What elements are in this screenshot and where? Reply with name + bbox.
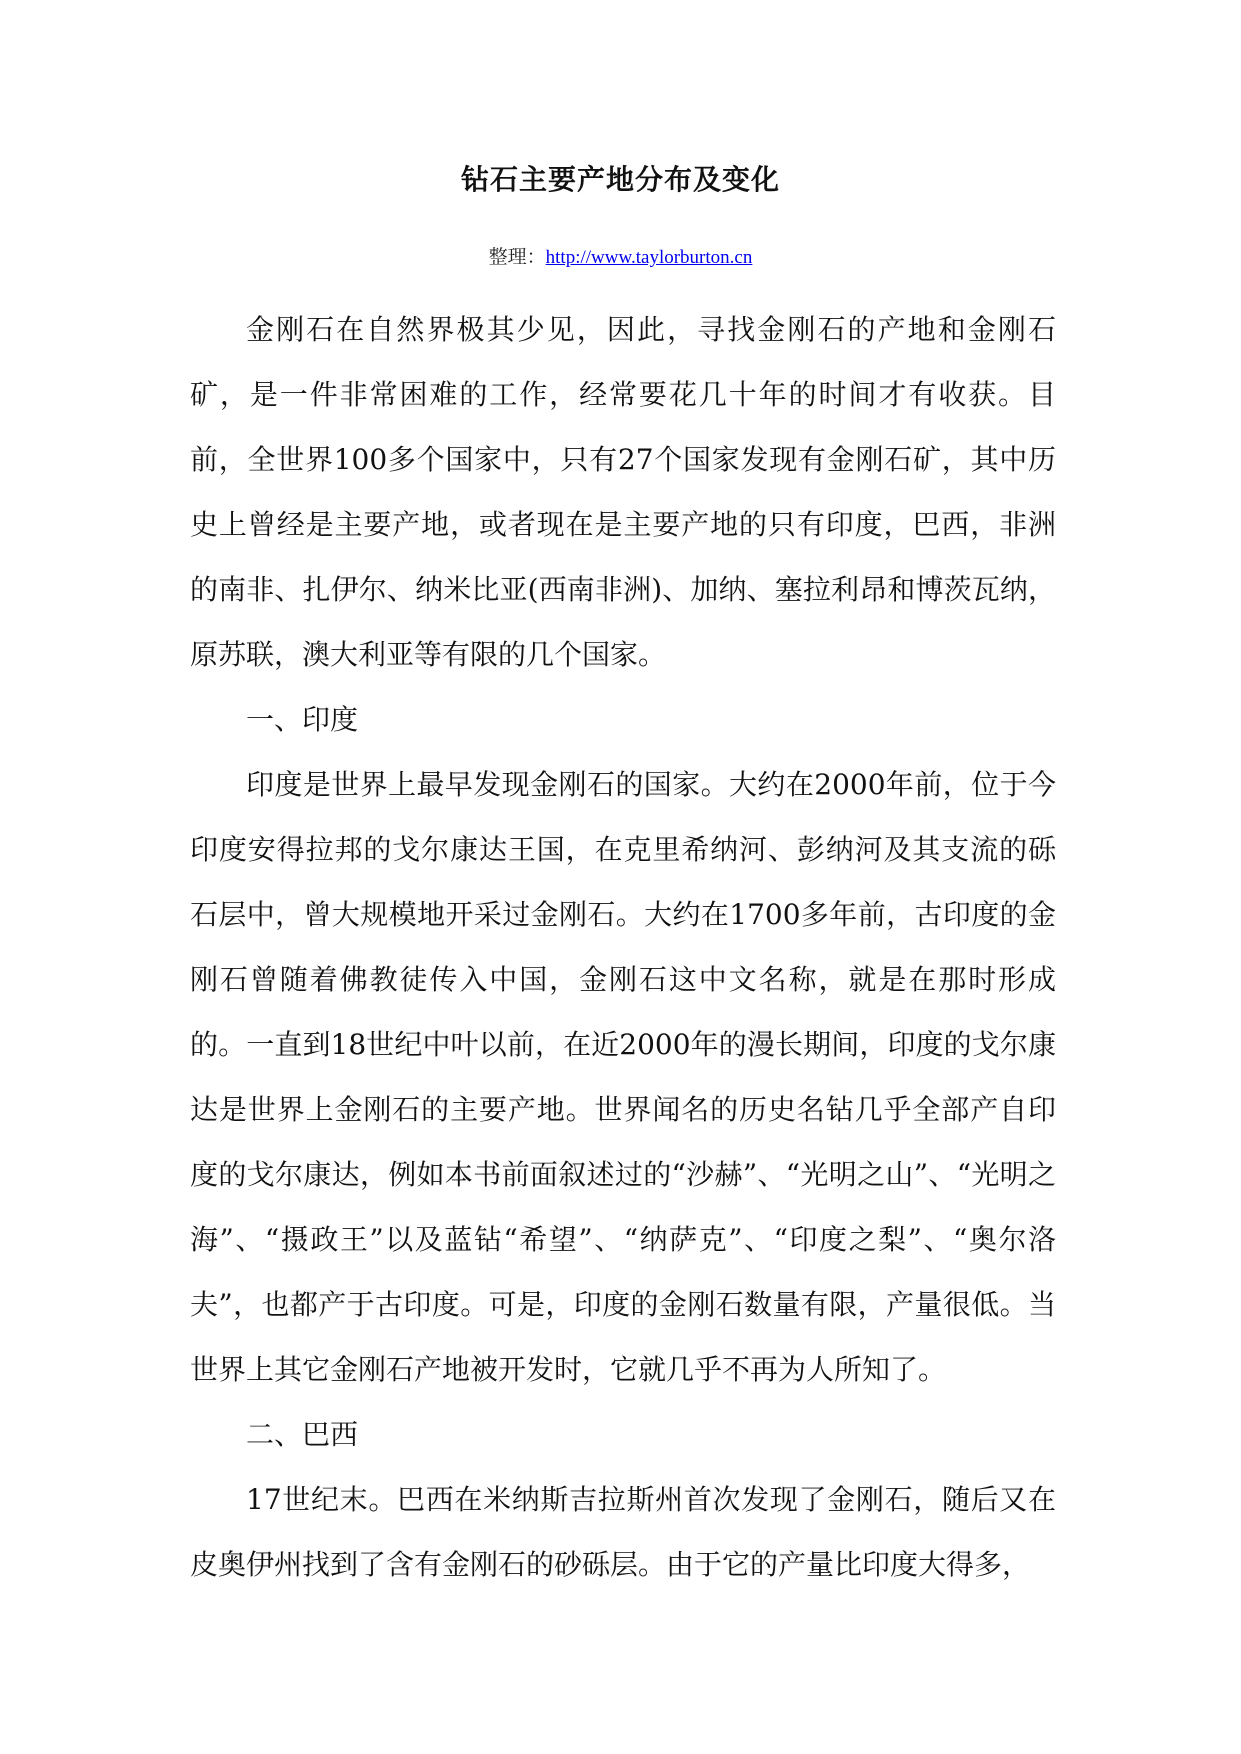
paragraph-india: 印度是世界上最早发现金刚石的国家。大约在2000年前，位于今印度安得拉邦的戈尔康达王国，在克里希纳河、彭纳河及其支流的砾石层中，曾大规模地开采过金刚石。大约在1700多年前，古印度的金刚石曾随着佛教徒传入中国，金刚石这中文名称，就是在那时形成的。一直到18世纪中叶以前，在近2000年的漫长期间，印度的戈尔康达是世界上金刚石的主要产地。世界闻名的历史名钻几乎全部产自印度的戈尔康达，例如本书前面叙述过的“沙赫”、“光明之山”、“光明之海”、“摄政王”以及蓝钻“希望”、“纳萨克”、“印度之梨”、“奥尔洛夫”，也都产于古印度。可是，印度的金刚石数量有限，产量很低。当世界上其它金刚石产地被开发时，它就几乎不再为人所知了。	[190, 768, 1056, 1386]
paragraph-brazil: 17世纪末。巴西在米纳斯吉拉斯州首次发现了金刚石，随后又在皮奥伊州找到了含有金刚石的砂砾层。由于它的产量比印度大得多，	[190, 1483, 1056, 1581]
source-link[interactable]: http://www.taylorburton.cn	[545, 247, 753, 268]
document-body	[190, 297, 1056, 1597]
paragraph-intro: 金刚石在自然界极其少见，因此，寻找金刚石的产地和金刚石矿，是一件非常困难的工作，经常要花几十年的时间才有收获。目前，全世界100多个国家中，只有27个国家发现有金刚石矿，其中历史上曾经是主要产地，或者现在是主要产地的只有印度，巴西，非洲的南非、扎伊尔、纳米比亚(西南非洲)、加纳、塞拉利昂和博茨瓦纳，原苏联，澳大利亚等有限的几个国家。	[190, 313, 1056, 671]
section-heading-brazil: 二、巴西	[246, 1418, 359, 1451]
compiler-line	[0, 242, 1241, 273]
compiler-label: 整理：	[488, 246, 546, 268]
document-title: 钻石主要产地分布及变化	[460, 163, 780, 196]
section-heading-india: 一、印度	[246, 703, 359, 736]
